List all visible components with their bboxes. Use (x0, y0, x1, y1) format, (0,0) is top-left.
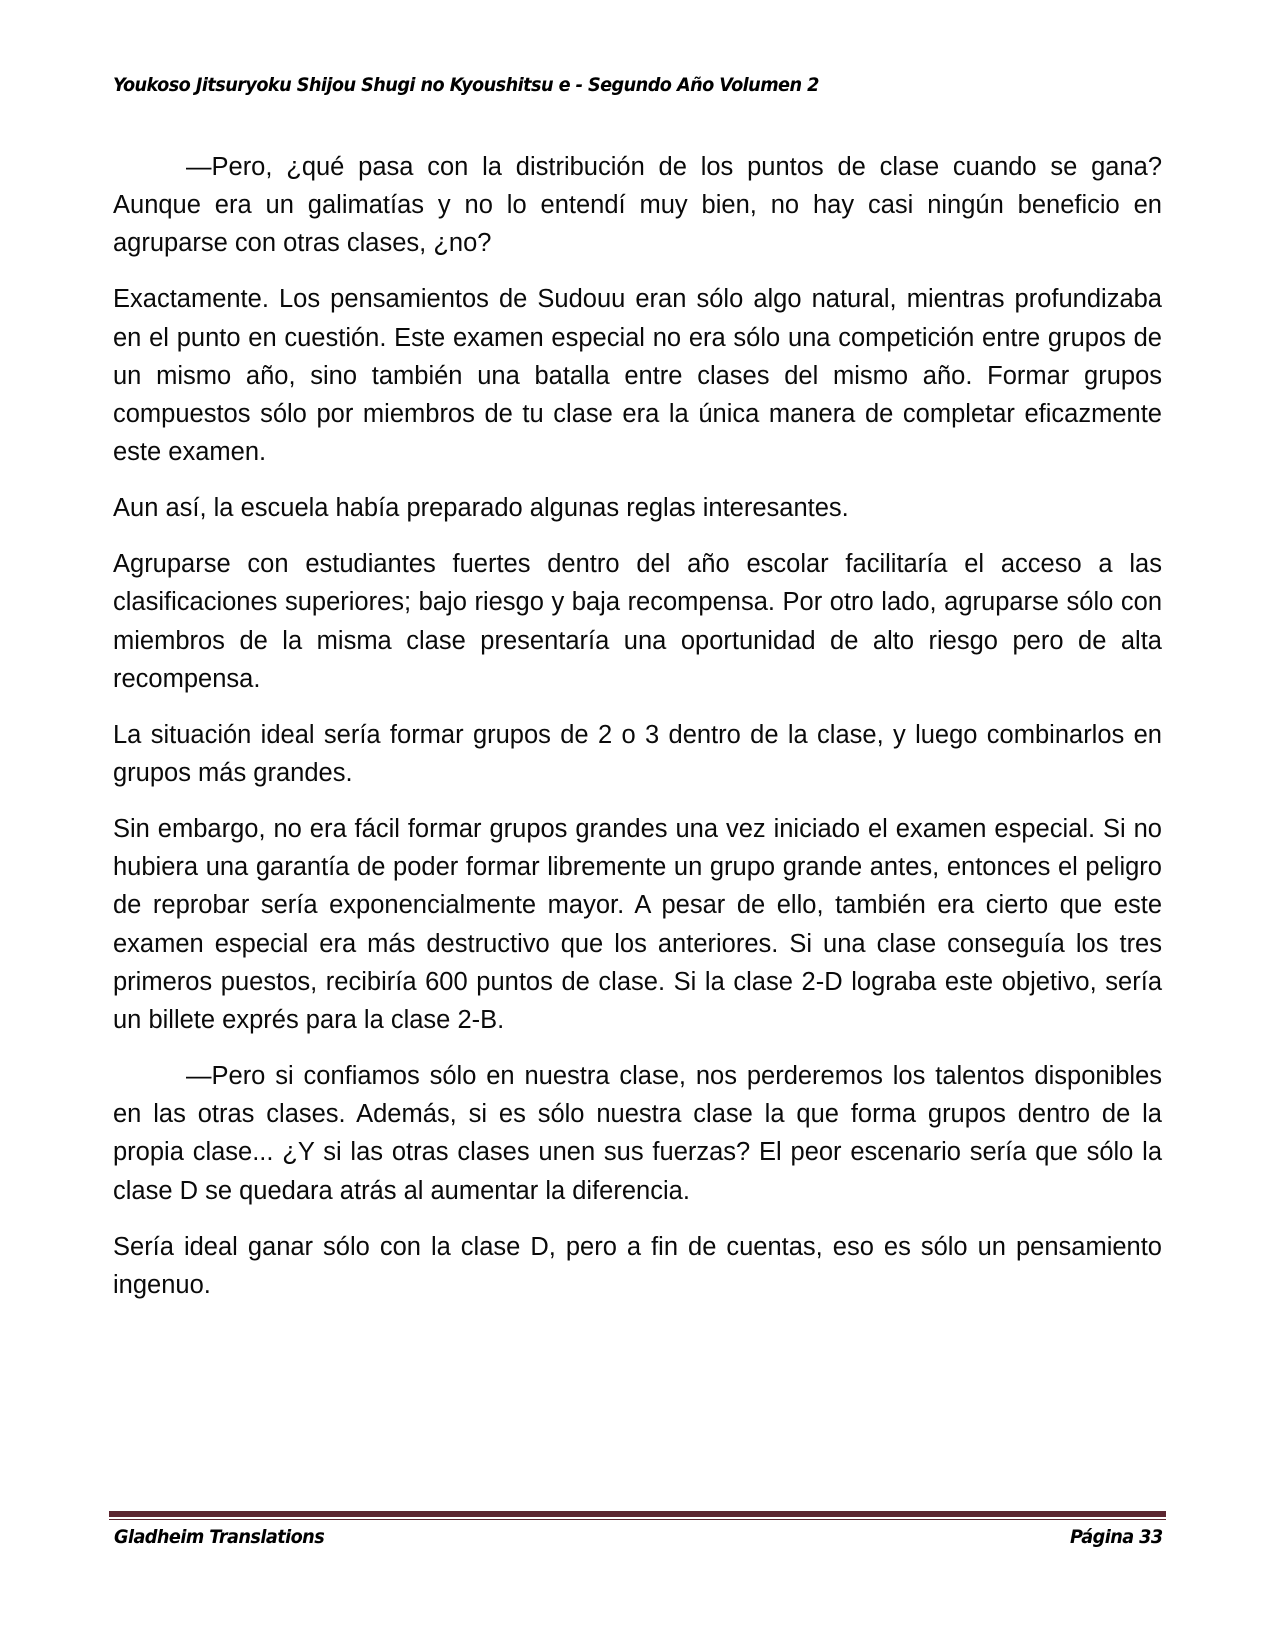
paragraph-dialogue: —Pero, ¿qué pasa con la distribución de los puntos de clase cuando se gana? Aunque era un galimatías y no lo entendí muy bien, no hay casi ningún beneficio en agruparse con otras clases, ¿no? (113, 153, 1162, 258)
footer-page-number: Página 33 (1070, 1526, 1163, 1548)
paragraph-dialogue: —Pero si confiamos sólo en nuestra clase, nos perderemos los talentos disponibles en las otras clases. Además, si es sólo nuestra clase la que forma grupos dentro de la propia clase... ¿Y si las otras clases unen sus fuerzas? El peor escenario sería que sólo la clase D se quedara atrás al aumentar la diferencia. (113, 1062, 1162, 1205)
paragraph: Exactamente. Los pensamientos de Sudouu eran sólo algo natural, mientras profundizaba en el punto en cuestión. Este examen especial no era sólo una competición entre grupos de un mismo año, sino también una batalla entre clases del mismo año. Formar grupos compuestos sólo por miembros de tu clase era la única manera de completar eficazmente este examen. (113, 285, 1162, 467)
paragraph: Sería ideal ganar sólo con la clase D, pero a fin de cuentas, eso es sólo un pensamiento ingenuo. (113, 1232, 1162, 1299)
paragraph: La situación ideal sería formar grupos de 2 o 3 dentro de la clase, y luego combinarlos en grupos más grandes. (113, 720, 1162, 788)
page-header-title: Youkoso Jitsuryoku Shijou Shugi no Kyoushitsu e - Segundo Año Volumen 2 (113, 74, 819, 96)
footer-rule-thick (109, 1511, 1166, 1517)
paragraph: Aun así, la escuela había preparado algunas reglas interesantes. (113, 494, 849, 523)
footer-rule-thin (109, 1519, 1166, 1520)
paragraph: Agruparse con estudiantes fuertes dentro del año escolar facilitaría el acceso a las clasificaciones superiores; bajo riesgo y baja recompensa. Por otro lado, agruparse sólo con miembros de la misma clase presentaría una oportunidad de alto riesgo pero de alta recompensa. (113, 550, 1162, 693)
body-text (113, 148, 1162, 1322)
footer-translator-credit: Gladheim Translations (114, 1526, 325, 1548)
footer-rule (109, 1511, 1166, 1520)
paragraph: Sin embargo, no era fácil formar grupos grandes una vez iniciado el examen especial. Si no hubiera una garantía de poder formar libremente un grupo grande antes, entonces el peligro de reprobar sería exponencialmente mayor. A pesar de ello, también era cierto que este examen especial era más destructivo que los anteriores. Si una clase conseguía los tres primeros puestos, recibiría 600 puntos de clase. Si la clase 2-D lograba este objetivo, sería un billete exprés para la clase 2-B. (113, 815, 1162, 1035)
